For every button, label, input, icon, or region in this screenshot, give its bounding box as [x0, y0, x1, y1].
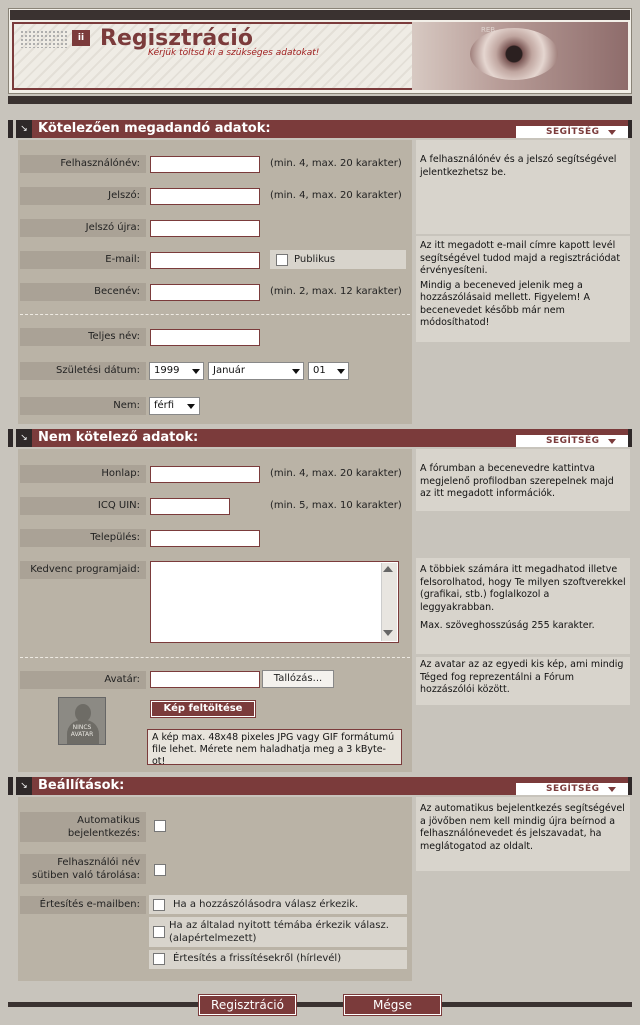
- browse-button[interactable]: Tallózás...: [262, 670, 334, 688]
- fullname-label: Teljes név:: [20, 328, 146, 346]
- chevron-down-icon: [187, 404, 195, 409]
- newsletter-checkbox[interactable]: [153, 953, 165, 965]
- info-login: A felhasználónév és a jelszó segítségével jelentkezhetsz be.: [416, 140, 630, 234]
- avatar-placeholder-line2: AVATAR: [70, 731, 94, 738]
- info-avatar: Az avatar az az egyedi kis kép, ami mindig Téged fog reprezentálni a Fórum hozzászólói között.: [416, 657, 630, 705]
- password-input[interactable]: [150, 188, 260, 205]
- section-left-cap: [8, 120, 13, 138]
- section-left-cap: [8, 777, 13, 795]
- icq-hint: (min. 5, max. 10 karakter): [270, 500, 402, 511]
- password2-label: Jelszó újra:: [20, 219, 146, 237]
- section-right-cap: [628, 429, 632, 447]
- info-email: Az itt megadott e-mail címre kapott levél segítségével tudod majd a regisztrációdat érvényesíteni.: [420, 240, 621, 276]
- gender-select[interactable]: férfi: [149, 397, 200, 415]
- people-icon: ii: [72, 30, 90, 46]
- birth-year-select[interactable]: 1999: [149, 362, 204, 380]
- public-option: [270, 250, 406, 269]
- public-label: Publikus: [294, 254, 336, 265]
- password-label: Jelszó:: [20, 187, 146, 205]
- homepage-input[interactable]: [150, 466, 260, 483]
- birth-label: Születési dátum:: [20, 362, 146, 380]
- notify-reply-label: Ha a hozzászólásodra válasz érkezik.: [173, 899, 359, 910]
- chevron-down-icon: [608, 787, 616, 792]
- info-email-nickname: [416, 236, 630, 342]
- section-title-optional: Nem kötelező adatok:: [38, 430, 199, 445]
- help-label: SEGÍTSÉG: [546, 127, 600, 137]
- register-button[interactable]: Regisztráció: [199, 995, 296, 1015]
- username-hint: (min. 4, max. 20 karakter): [270, 158, 402, 169]
- divider: [20, 657, 410, 658]
- icq-input[interactable]: [150, 498, 230, 515]
- info-autologin: Az automatikus bejelentkezés segítségével a jövőben nem kell mindig újra beírnod a felhasználónevedet és jelszavadat, ha meglátogatod az oldalt.: [416, 797, 630, 871]
- email-input[interactable]: [150, 252, 260, 269]
- avatar-file-input[interactable]: [150, 671, 260, 688]
- chevron-down-icon: [608, 130, 616, 135]
- nickname-label: Becenév:: [20, 283, 146, 301]
- homepage-label: Honlap:: [20, 465, 146, 483]
- arrow-down-right-icon: ↘: [16, 120, 32, 138]
- newsletter-label: Értesítés a frissítésekről (hírlevél): [173, 953, 342, 964]
- fullname-input[interactable]: [150, 329, 260, 346]
- nickname-hint: (min. 2, max. 12 karakter): [270, 286, 402, 297]
- notify-label: Értesítés e-mailben:: [20, 896, 146, 914]
- header-top-bar: [10, 10, 630, 20]
- cookie-label: Felhasználói név sütiben való tárolása:: [20, 854, 146, 884]
- gender-label: Nem:: [20, 397, 146, 415]
- city-input[interactable]: [150, 530, 260, 547]
- icq-label: ICQ UIN:: [20, 497, 146, 515]
- info-profile: A fórumban a becenevedre kattintva megjelenő profilodban szerepelnek majd az itt megadott információk.: [416, 449, 630, 511]
- birth-month-select[interactable]: Január: [208, 362, 304, 380]
- info-programs: [416, 558, 630, 654]
- help-label: SEGÍTSÉG: [546, 436, 600, 446]
- autologin-label: Automatikus bejelentkezés:: [20, 812, 146, 842]
- scroll-down-icon[interactable]: [383, 630, 393, 636]
- info-nickname: Mindig a beceneved jelenik meg a hozzászólásaid mellett. Figyelem! A becenevedet később már nem módosíthatod!: [420, 279, 590, 328]
- divider: [20, 314, 410, 315]
- page-title: Regisztráció: [100, 26, 253, 51]
- info-programs-text: A többiek számára itt megadhatod illetve felsorolhatod, hogy Te milyen szoftverekkel (grafikai, stb.) foglalkozol a leggyakrabban.: [420, 564, 626, 613]
- notify-reply-checkbox[interactable]: [153, 899, 165, 911]
- city-label: Település:: [20, 529, 146, 547]
- cancel-button[interactable]: Mégse: [344, 995, 441, 1015]
- programs-label: Kedvenc programjaid:: [20, 561, 146, 579]
- section-right-cap: [628, 120, 632, 138]
- section-right-cap: [628, 777, 632, 795]
- autologin-checkbox[interactable]: [154, 820, 166, 832]
- chevron-down-icon: [608, 439, 616, 444]
- cookie-checkbox[interactable]: [154, 864, 166, 876]
- nickname-input[interactable]: [150, 284, 260, 301]
- page-subtitle: Kérjük töltsd ki a szükséges adatokat!: [148, 48, 320, 58]
- upload-button[interactable]: Kép feltöltése: [151, 701, 255, 717]
- homepage-hint: (min. 4, max. 20 karakter): [270, 468, 402, 479]
- password2-input[interactable]: [150, 220, 260, 237]
- scroll-up-icon[interactable]: [383, 566, 393, 572]
- birth-day-select[interactable]: 01: [308, 362, 349, 380]
- public-checkbox[interactable]: [276, 254, 288, 266]
- avatar-placeholder: [58, 697, 106, 745]
- username-input[interactable]: [150, 156, 260, 173]
- header-bottom-bar: [8, 96, 632, 104]
- password-hint: (min. 4, max. 20 karakter): [270, 190, 402, 201]
- eye-icon: [470, 28, 558, 80]
- footer-bar: [8, 1002, 632, 1007]
- chevron-down-icon: [292, 369, 300, 374]
- chevron-down-icon: [192, 369, 200, 374]
- avatar-note: A kép max. 48x48 pixeles JPG vagy GIF formátumú file lehet. Mérete nem haladhatja meg a 3 kByte-ot!: [147, 729, 402, 765]
- header-reb-text: REB: [481, 26, 496, 34]
- arrow-down-right-icon: ↘: [16, 429, 32, 447]
- username-label: Felhasználónév:: [20, 155, 146, 173]
- help-label: SEGÍTSÉG: [546, 784, 600, 794]
- section-title-required: Kötelezően megadandó adatok:: [38, 121, 271, 136]
- required-panel: [18, 140, 412, 424]
- email-label: E-mail:: [20, 251, 146, 269]
- avatar-placeholder-line1: NINCS: [72, 724, 92, 731]
- chevron-down-icon: [337, 369, 345, 374]
- arrow-down-right-icon: ↘: [16, 777, 32, 795]
- programs-textarea[interactable]: [150, 561, 399, 643]
- header-dots-pattern: [20, 30, 68, 48]
- section-title-settings: Beállítások:: [38, 778, 125, 793]
- notify-topic-label: Ha az általad nyitott témába érkezik válasz. (alapértelmezett): [169, 920, 389, 944]
- notify-topic-checkbox[interactable]: [153, 926, 165, 938]
- section-left-cap: [8, 429, 13, 447]
- avatar-label: Avatár:: [20, 671, 146, 689]
- info-programs-max: Max. szöveghosszúság 255 karakter.: [420, 620, 595, 631]
